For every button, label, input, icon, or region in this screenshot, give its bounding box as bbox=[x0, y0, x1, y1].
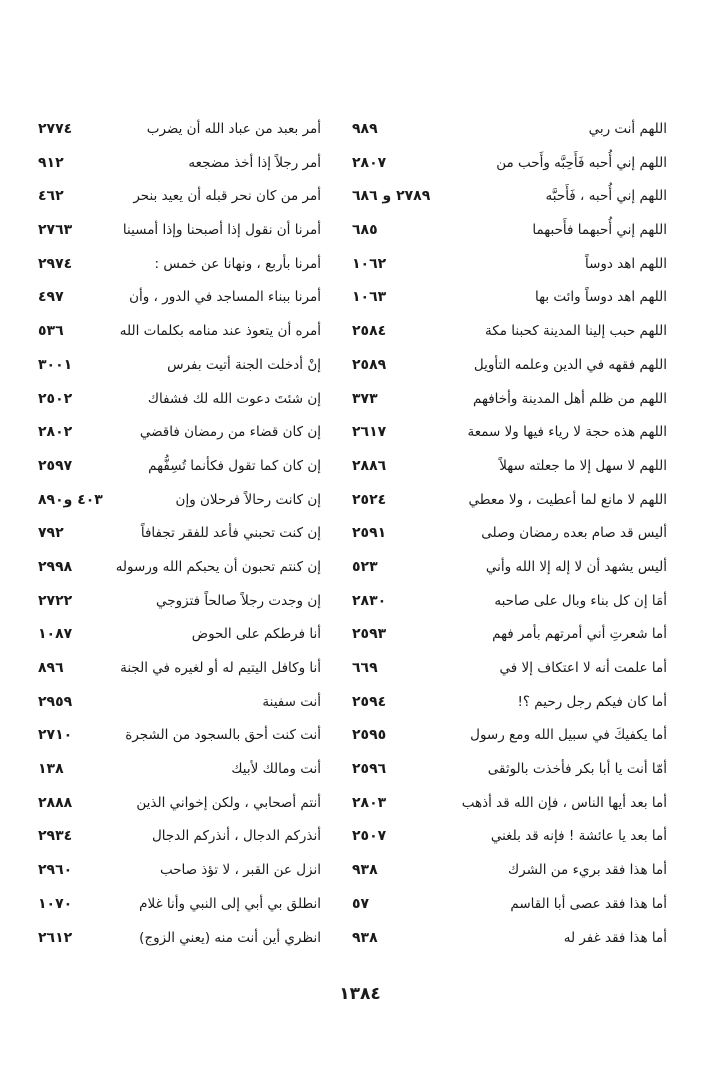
entry-ref: ٢٦١٢ bbox=[38, 929, 73, 946]
right-column bbox=[352, 113, 667, 955]
index-entry bbox=[38, 585, 321, 619]
index-entry bbox=[38, 315, 321, 349]
entry-text: أما هذا فقد غفر له bbox=[563, 929, 667, 946]
entry-text: اللهم اهد دوساً bbox=[584, 255, 667, 272]
index-entry bbox=[38, 618, 321, 652]
index-entry bbox=[352, 854, 667, 888]
entry-ref: ١٣٨ bbox=[38, 761, 64, 778]
index-entry bbox=[38, 113, 321, 147]
entry-text: إن كان كما تقول فكأنما تُسِفُّهم bbox=[148, 457, 321, 474]
entry-ref: ٩١٢ bbox=[38, 154, 64, 171]
entry-ref: ٢٧٢٢ bbox=[38, 592, 73, 609]
entry-text: أمرنا أن نقول إذا أصبحنا وإذا أمسينا bbox=[122, 222, 321, 239]
index-entry bbox=[38, 383, 321, 417]
entry-text: أنذركم الدجال ، أنذركم الدجال bbox=[151, 828, 321, 845]
entry-ref: ٢٩٧٤ bbox=[38, 255, 73, 272]
entry-text: اللهم إني أُحبهما فأَحبهما bbox=[532, 222, 667, 239]
entry-text: اللهم لا مانع لما أعطيت ، ولا معطي bbox=[468, 491, 667, 508]
entry-text: اللهم إني أُحبه ، فَأَحبَّه bbox=[545, 188, 667, 205]
index-entry bbox=[352, 753, 667, 787]
entry-ref: ١٠٦٢ bbox=[352, 255, 387, 272]
entry-ref: ٩٣٨ bbox=[352, 929, 378, 946]
index-entry bbox=[38, 854, 321, 888]
entry-text: اللهم هذه حجة لا رياء فيها ولا سمعة bbox=[467, 424, 667, 441]
entry-ref: ٢٥٩٣ bbox=[352, 626, 387, 643]
index-entry bbox=[352, 517, 667, 551]
entry-ref: ٢٥٩٥ bbox=[352, 727, 387, 744]
entry-ref: ٢٨٣٠ bbox=[352, 592, 387, 609]
entry-text: أما شعرتِ أني أمرتهم بأمر فهم bbox=[492, 626, 667, 643]
index-entry bbox=[352, 450, 667, 484]
entry-ref: ٢٨٠٣ bbox=[352, 794, 387, 811]
entry-text: اللهم لا سهل إلا ما جعلته سهلاً bbox=[499, 457, 667, 474]
entry-ref: ٤٦٢ bbox=[38, 188, 64, 205]
left-column bbox=[38, 113, 321, 955]
entry-text: إن كانت رحالاً فرحلان وإن bbox=[175, 491, 321, 508]
index-entry bbox=[352, 888, 667, 922]
entry-text: أمرنا بأربع ، ونهانا عن خمس : bbox=[154, 255, 321, 272]
entry-ref: ٢٥٠٧ bbox=[352, 828, 387, 845]
index-entry bbox=[38, 147, 321, 181]
index-entry bbox=[38, 787, 321, 821]
page-number: ١٣٨٤ bbox=[339, 984, 381, 1004]
entry-text: أليس يشهد أن لا إله إلا الله وأني bbox=[485, 558, 667, 575]
entry-text: انطلق بي أبي إلى النبي وأنا غلام bbox=[139, 895, 321, 912]
index-entry bbox=[38, 180, 321, 214]
index-entry bbox=[38, 753, 321, 787]
entry-ref: ٤٩٧ bbox=[38, 289, 64, 306]
entry-ref: ٢٥٢٤ bbox=[352, 491, 387, 508]
index-entry bbox=[38, 416, 321, 450]
index-entry bbox=[352, 922, 667, 956]
entry-text: اللهم إني أُحبه فَأَحِبَّه وأَحب من bbox=[496, 154, 667, 171]
index-entry bbox=[352, 214, 667, 248]
entry-text: اللهم اهد دوساً وائت بها bbox=[535, 289, 667, 306]
entry-text: أما كان فيكم رجل رحيم ؟! bbox=[517, 693, 667, 710]
entry-text: أمر من كان نحر قبله أن يعيد بنحر bbox=[133, 188, 321, 205]
index-entry bbox=[38, 450, 321, 484]
index-entry bbox=[352, 719, 667, 753]
entry-text: أما بعد أيها الناس ، فإن الله قد أذهب bbox=[461, 794, 667, 811]
entry-text: اللهم حبب إلينا المدينة كحبنا مكة bbox=[485, 323, 667, 340]
entry-ref: ٢٩٥٩ bbox=[38, 693, 73, 710]
entry-ref: ٢٧٦٣ bbox=[38, 222, 73, 239]
entry-ref: ٨٩٦ bbox=[38, 660, 64, 676]
entry-ref: ٢٧٧٤ bbox=[38, 121, 73, 137]
index-entry bbox=[38, 686, 321, 720]
index-entry bbox=[352, 484, 667, 518]
entry-ref: ٥٢٣ bbox=[352, 558, 378, 575]
entry-text: اللهم من ظلم أهل المدينة وأخافهم bbox=[472, 390, 667, 407]
entry-text: اللهم فقهه في الدين وعلمه التأويل bbox=[473, 356, 667, 373]
index-entry bbox=[38, 349, 321, 383]
entry-text: أمّا أنت يا أبا بكر فأخذت بالوثقى bbox=[487, 761, 667, 778]
entry-ref: ٤٠٣ و٨٩٠ bbox=[38, 491, 103, 508]
index-entry bbox=[352, 315, 667, 349]
entry-text: إن كان قضاء من رمضان فاقضي bbox=[139, 424, 321, 441]
index-entry bbox=[352, 551, 667, 585]
index-entry bbox=[38, 888, 321, 922]
index-entry bbox=[352, 281, 667, 315]
entry-text: أنا وكافل اليتيم له أو لغيره في الجنة bbox=[120, 660, 321, 676]
index-entry bbox=[38, 820, 321, 854]
index-entry bbox=[352, 349, 667, 383]
entry-ref: ٢٥٩٤ bbox=[352, 693, 387, 710]
entry-ref: ٢٥٨٩ bbox=[352, 356, 387, 373]
entry-ref: ٣٧٣ bbox=[352, 390, 378, 407]
index-entry bbox=[38, 551, 321, 585]
index-entry bbox=[38, 517, 321, 551]
entry-text: أنت سفينة bbox=[262, 693, 321, 710]
entry-text: أما يكفيكَ في سبيل الله ومع رسول bbox=[470, 727, 667, 744]
entry-ref: ٢٥٠٢ bbox=[38, 390, 73, 407]
entry-ref: ٥٧ bbox=[352, 895, 370, 912]
entry-text: أمَا إن كل بناء وبال على صاحبه bbox=[494, 592, 667, 609]
entry-ref: ٢٥٩١ bbox=[352, 525, 387, 542]
index-entry bbox=[38, 484, 321, 518]
entry-text: أمر رجلاً إذا أخذ مضجعه bbox=[188, 154, 321, 171]
entry-text: إن كنت تحبني فأعد للفقر تجفافاً bbox=[140, 525, 321, 542]
index-entry bbox=[38, 281, 321, 315]
entry-ref: ١٠٧٠ bbox=[38, 895, 73, 912]
entry-ref: ٢٥٨٤ bbox=[352, 323, 387, 340]
index-entry bbox=[352, 180, 667, 214]
entry-text: أنتم أصحابي ، ولكن إخواني الذين bbox=[136, 794, 321, 811]
index-entry bbox=[352, 787, 667, 821]
entry-ref: ٢٧٨٩ و ٦٨٦ bbox=[352, 188, 431, 205]
index-entry bbox=[38, 214, 321, 248]
entry-ref: ٢٧١٠ bbox=[38, 727, 73, 744]
entry-text: أمرنا ببناء المساجد في الدور ، وأن bbox=[129, 289, 321, 306]
index-entry bbox=[38, 652, 321, 686]
entry-text: اللهم أنت ربي bbox=[588, 121, 667, 137]
entry-text: أمر بعبد من عباد الله أن يضرب bbox=[146, 121, 321, 137]
index-entry bbox=[352, 383, 667, 417]
entry-text: إن كنتم تحبون أن يحبكم الله ورسوله bbox=[115, 558, 321, 575]
index-entry bbox=[38, 922, 321, 956]
entry-ref: ٢٥٩٧ bbox=[38, 457, 73, 474]
entry-text: إنْ أدخلت الجنة أتيت بفرس bbox=[167, 356, 321, 373]
entry-ref: ٢٨٠٧ bbox=[352, 154, 387, 171]
entry-ref: ٢٩٩٨ bbox=[38, 558, 73, 575]
entry-ref: ٥٣٦ bbox=[38, 323, 64, 340]
entry-ref: ٢٩٦٠ bbox=[38, 862, 73, 879]
entry-ref: ٧٩٢ bbox=[38, 525, 64, 542]
entry-text: أما بعد يا عائشة ! فإنه قد بلغني bbox=[490, 828, 667, 845]
index-entry bbox=[352, 686, 667, 720]
index-entry bbox=[352, 113, 667, 147]
index-entry bbox=[352, 248, 667, 282]
entry-text: أما هذا فقد بريء من الشرك bbox=[508, 862, 667, 879]
entry-text: إن شئتَ دعوت الله لك فشفاك bbox=[147, 390, 321, 407]
index-entry bbox=[38, 248, 321, 282]
index-entry bbox=[352, 618, 667, 652]
entry-ref: ١٠٦٣ bbox=[352, 289, 387, 306]
entry-ref: ٣٠٠١ bbox=[38, 356, 73, 373]
entry-text: انزل عن القبر ، لا تؤذ صاحب bbox=[159, 862, 321, 879]
entry-text: أما هذا فقد عصى أبا القاسم bbox=[510, 895, 667, 912]
entry-ref: ٩٨٩ bbox=[352, 121, 378, 137]
entry-ref: ٩٣٨ bbox=[352, 862, 378, 879]
entry-text: إن وجدت رجلاً صالحاً فتزوجي bbox=[155, 592, 321, 609]
index-entry bbox=[38, 719, 321, 753]
entry-ref: ٢٨٨٦ bbox=[352, 457, 387, 474]
entry-text: انظري أين أنت منه (يعني الزوج) bbox=[139, 929, 321, 946]
entry-ref: ٢٦١٧ bbox=[352, 424, 387, 441]
entry-ref: ١٠٨٧ bbox=[38, 626, 73, 643]
entry-ref: ٢٩٣٤ bbox=[38, 828, 73, 845]
entry-text: أنت كنت أحق بالسجود من الشجرة bbox=[125, 727, 321, 744]
entry-text: أنا فرطكم على الحوض bbox=[191, 626, 321, 643]
entry-ref: ٦٨٥ bbox=[352, 222, 378, 239]
entry-text: أنت ومالك لأبيك bbox=[231, 761, 321, 778]
index-entry bbox=[352, 147, 667, 181]
entry-ref: ٢٨٠٢ bbox=[38, 424, 73, 441]
index-entry bbox=[352, 652, 667, 686]
entry-text: أمره أن يتعوذ عند منامه بكلمات الله bbox=[119, 323, 321, 340]
entry-text: أما علمت أنه لا اعتكاف إلا في bbox=[499, 660, 667, 676]
entry-ref: ٦٦٩ bbox=[352, 660, 378, 676]
entry-ref: ٢٥٩٦ bbox=[352, 761, 387, 778]
entry-text: أليس قد صام بعده رمضان وصلى bbox=[481, 525, 667, 542]
entry-ref: ٢٨٨٨ bbox=[38, 794, 73, 811]
index-entry bbox=[352, 416, 667, 450]
index-entry bbox=[352, 820, 667, 854]
index-entry bbox=[352, 585, 667, 619]
